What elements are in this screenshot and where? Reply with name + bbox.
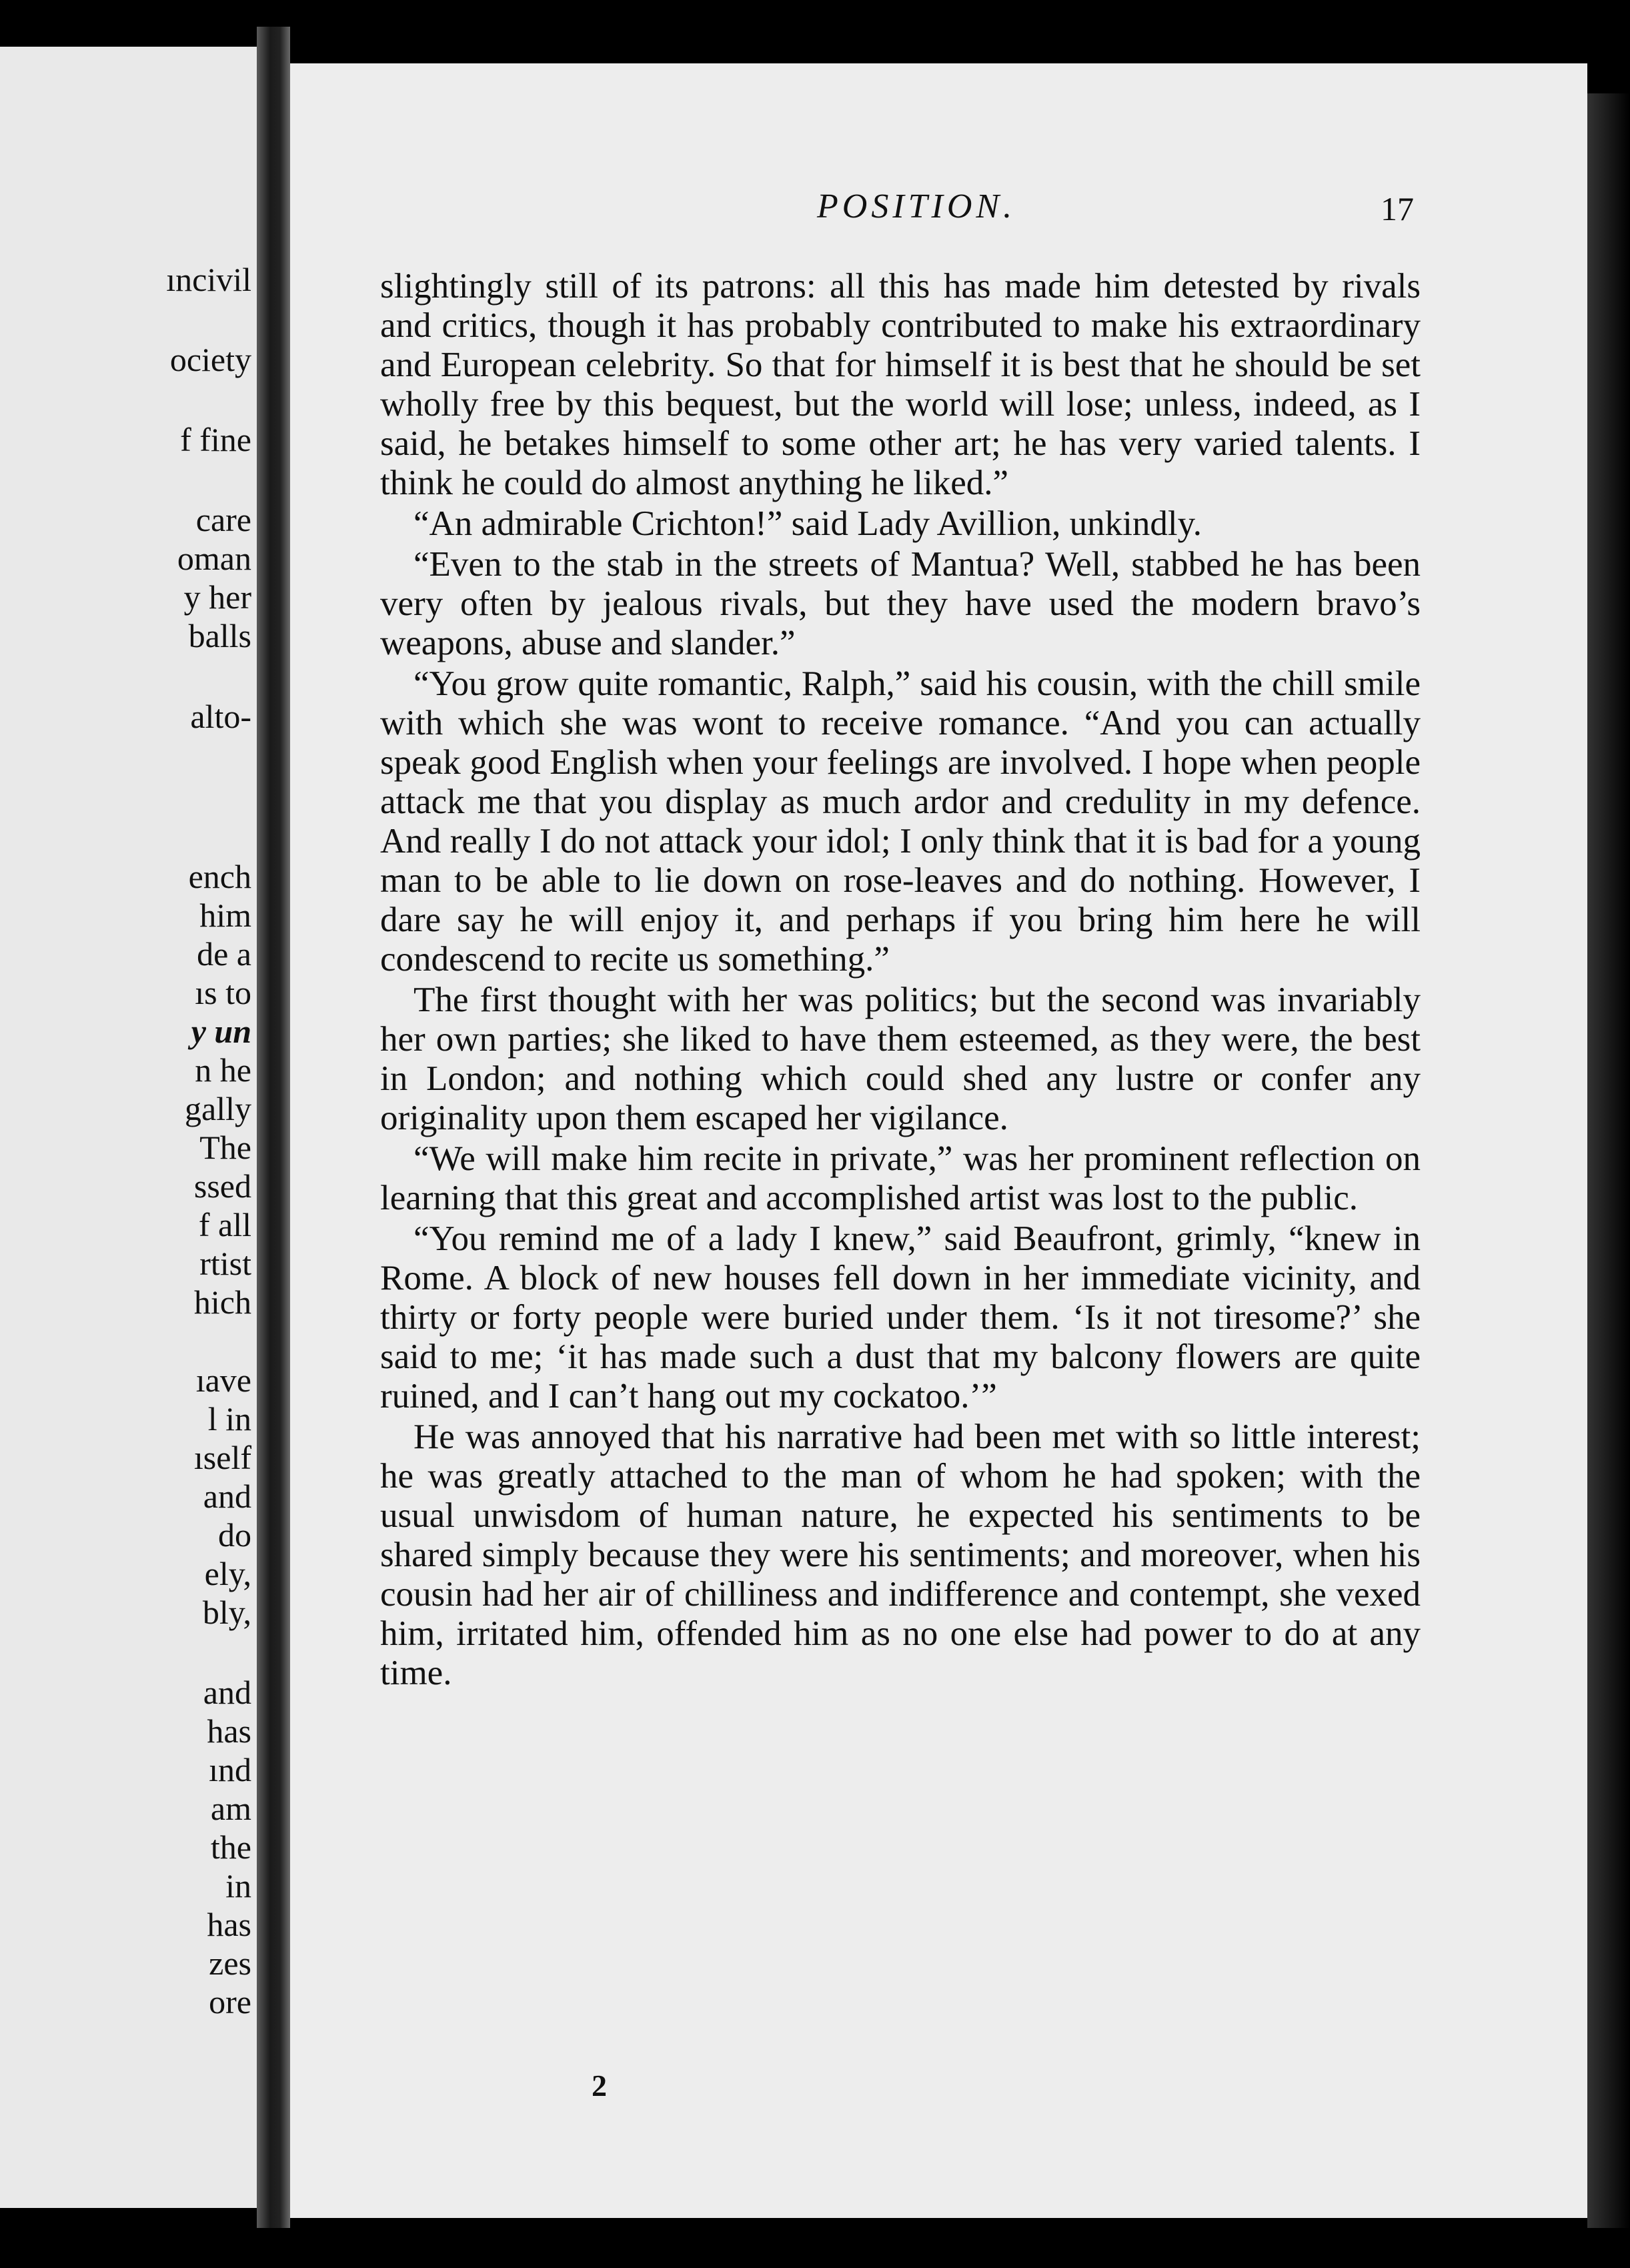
book-gutter [257, 27, 290, 2228]
left-line-fragment: y her [183, 578, 251, 616]
left-line-fragment: has [207, 1906, 251, 1943]
paragraph: slightingly still of its patrons: all this has made him detested by rivals and critics, though it has probably contributed to make his extraordinary and European celebrity. So that for himself it is best that he should be set wholly free by this bequest, but the world will lose; unless, indeed, as I said, he betakes himself to some other art; he has very varied talents. I think he could do almost anything he liked.” [380, 267, 1421, 502]
left-line-fragment: has [207, 1712, 251, 1750]
page-number: 17 [1381, 190, 1414, 227]
left-line-fragment: ınd [209, 1751, 251, 1788]
left-line-fragment: hich [193, 1283, 251, 1321]
paragraph: “An admirable Crichton!” said Lady Avillion, unkindly. [414, 504, 1202, 543]
left-line-fragment: balls [188, 617, 251, 654]
paragraph: The first thought with her was politics; but the second was invariably her own parties; she liked to have them esteemed, as they were, the best in London; and nothing which could shed any lustre or confer any originality upon them escaped her vigilance. [380, 981, 1421, 1137]
left-line-fragment: the [210, 1828, 251, 1866]
body-text [380, 267, 1421, 1694]
left-line-fragment: y un [191, 1013, 251, 1050]
left-line-fragment: ely, [204, 1555, 251, 1592]
left-line-fragment: n he [195, 1051, 251, 1089]
left-line-fragment: and [203, 1674, 251, 1711]
paragraph: “You remind me of a lady I knew,” said Beaufront, grimly, “knew in Rome. A block of new houses fell down in her immediate vicinity, and thirty or forty people were buried under them. ‘Is it not tiresome?’ she said to me; ‘it has made such a dust that my balcony flowers are quite ruined, and I can’t hang out my cockatoo.’” [380, 1219, 1421, 1415]
left-line-fragment: f all [198, 1206, 251, 1243]
left-line-fragment: de a [197, 935, 251, 973]
left-line-fragment: ench [188, 858, 251, 895]
running-head: POSITION. [817, 187, 1016, 225]
left-line-fragment: f fine [180, 421, 251, 458]
paragraph: He was annoyed that his narrative had been met with so little interest; he was greatly attached to the man of whom he had spoken; with the usual unwisdom of human nature, he expected his sentiments to be shared simply because they were his sentiments; and moreover, when his cousin had her air of chilliness and indifference and contempt, she vexed him, irritated him, offended him as no one else had power to do at any time. [380, 1418, 1421, 1692]
left-line-fragment: ıncivil [166, 261, 251, 298]
left-line-fragment: alto- [190, 698, 251, 735]
left-line-fragment: l in [207, 1400, 251, 1438]
left-line-fragment: ıself [193, 1439, 251, 1476]
left-line-fragment: him [199, 897, 251, 934]
left-line-fragment: rtist [199, 1245, 251, 1282]
left-line-fragment: zes [209, 1944, 251, 1982]
left-line-fragment: am [210, 1790, 251, 1827]
page-edge-shadow [1587, 93, 1630, 2228]
left-line-fragment: ıs to [195, 974, 251, 1011]
left-line-fragment: ssed [193, 1167, 251, 1205]
left-line-fragment: care [195, 501, 251, 538]
left-line-fragment: and [203, 1478, 251, 1515]
left-line-fragment: ociety [169, 341, 251, 378]
page-header [290, 187, 1587, 233]
paragraph: “You grow quite romantic, Ralph,” said his cousin, with the chill smile with which she was wont to receive romance. “And you can actually speak good English when your feelings are involved. I hope when people attack me that you display as much ardor and credulity in my defence. And really I do not attack your idol; I only think that it is bad for a young man to be able to lie down on rose-leaves and do nothing. However, I dare say he will enjoy it, and perhaps if you bring him here he will condescend to recite us something.” [380, 664, 1421, 979]
left-line-fragment: The [199, 1129, 251, 1166]
left-line-fragment: oman [177, 540, 251, 577]
left-line-fragment: ore [209, 1983, 251, 2021]
left-line-fragment: in [225, 1867, 251, 1904]
signature-mark: 2 [592, 2069, 607, 2103]
paragraph: “Even to the stab in the streets of Mantua? Well, stabbed he has been very often by jealous rivals, but they have used the modern bravo’s weapons, abuse and slander.” [380, 545, 1421, 662]
paragraph: “We will make him recite in private,” was her prominent reflection on learning that this great and accomplished artist was lost to the public. [380, 1139, 1421, 1217]
left-line-fragment: ıave [195, 1361, 251, 1399]
book-page [290, 63, 1587, 2218]
left-line-fragment: bly, [202, 1594, 251, 1631]
previous-page-fragment [0, 47, 259, 2208]
left-line-fragment: gally [185, 1090, 251, 1127]
left-line-fragment: do [218, 1516, 251, 1554]
